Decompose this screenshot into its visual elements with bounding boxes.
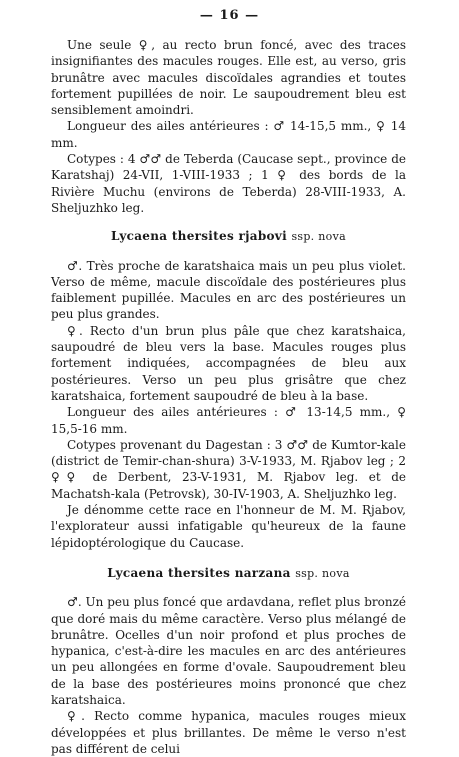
- paragraph: Cotypes provenant du Dagestan : 3 ♂♂ de Kumtor-kale (district de Temir-chan-shura) 3-V-1933, M. Rjabov leg ; 2 ♀♀ de Derbent, 23-V-1931, M. Rjabov leg. et de Machatsh-kala (Petrovsk), 30-IV-1903, A. Sheljuzhko leg.: [51, 437, 406, 501]
- section-heading: [51, 565, 406, 582]
- paragraph: Cotypes : 4 ♂♂ de Teberda (Caucase sept., province de Karatshaj) 24-VII, 1-VIII-1933 ; 1 ♀ des bords de la Rivière Muchu (environs de Teberda) 28-VIII-1933, A. Sheljuzhko leg.: [51, 152, 406, 215]
- heading-suffix: ssp. nova: [291, 230, 346, 244]
- page-number: — 16 —: [199, 8, 260, 23]
- paragraph: Une seule ♀, au recto brun foncé, avec des traces insignifiantes des macules rouges. Elle est, au verso, gris brunâtre avec macules discoïdales agrandies et toutes fortement pupillées de noir. Le saupoudrement bleu est sensiblement amoindri.: [51, 38, 406, 118]
- paragraph: ♀. Recto d'un brun plus pâle que chez karatshaica, saupoudré de bleu vers la base. Macules rouges plus fortement indiquées, accompagnées de bleu aux postérieures. Verso un peu plus grisâtre que chez karatshaica, fortement saupoudré de bleu à la base.: [51, 323, 406, 403]
- section-heading: [51, 228, 406, 245]
- body-text: [51, 37, 406, 757]
- paragraph: ♂. Un peu plus foncé que ardavdana, reflet plus bronzé que doré mais du même caractère. Verso plus mélangé de brunâtre. Ocelles d'un noir profond et plus proches de hypanica, c'est-à-dire les macules en arc des antérieures un peu allongées en forme d'ovale. Saupoudrement bleu de la base des postérieures moins prononcé que chez karatshaica.: [51, 595, 406, 707]
- heading-taxon: Lycaena thersites narzana: [107, 565, 291, 580]
- paragraph: ♀. Recto comme hypanica, macules rouges mieux développées et plus brillantes. De même le verso n'est pas différent de celui: [51, 709, 406, 756]
- heading-suffix: ssp. nova: [295, 566, 350, 580]
- paragraph: Longueur des ailes antérieures : ♂ 13-14,5 mm., ♀ 15,5-16 mm.: [51, 405, 406, 436]
- paragraph: Je dénomme cette race en l'honneur de M. M. Rjabov, l'explorateur aussi infatigable qu'heureux de la faune lépidoptérologique du Caucase.: [51, 503, 406, 550]
- heading-taxon: Lycaena thersites rjabovi: [111, 229, 287, 244]
- paragraph: ♂. Très proche de karatshaica mais un peu plus violet. Verso de même, macule discoïdale des postérieures plus faiblement pupillée. Macules en arc des postérieures un peu plus grandes.: [51, 258, 406, 322]
- paragraph: Longueur des ailes antérieures : ♂ 14-15,5 mm., ♀ 14 mm.: [51, 119, 406, 150]
